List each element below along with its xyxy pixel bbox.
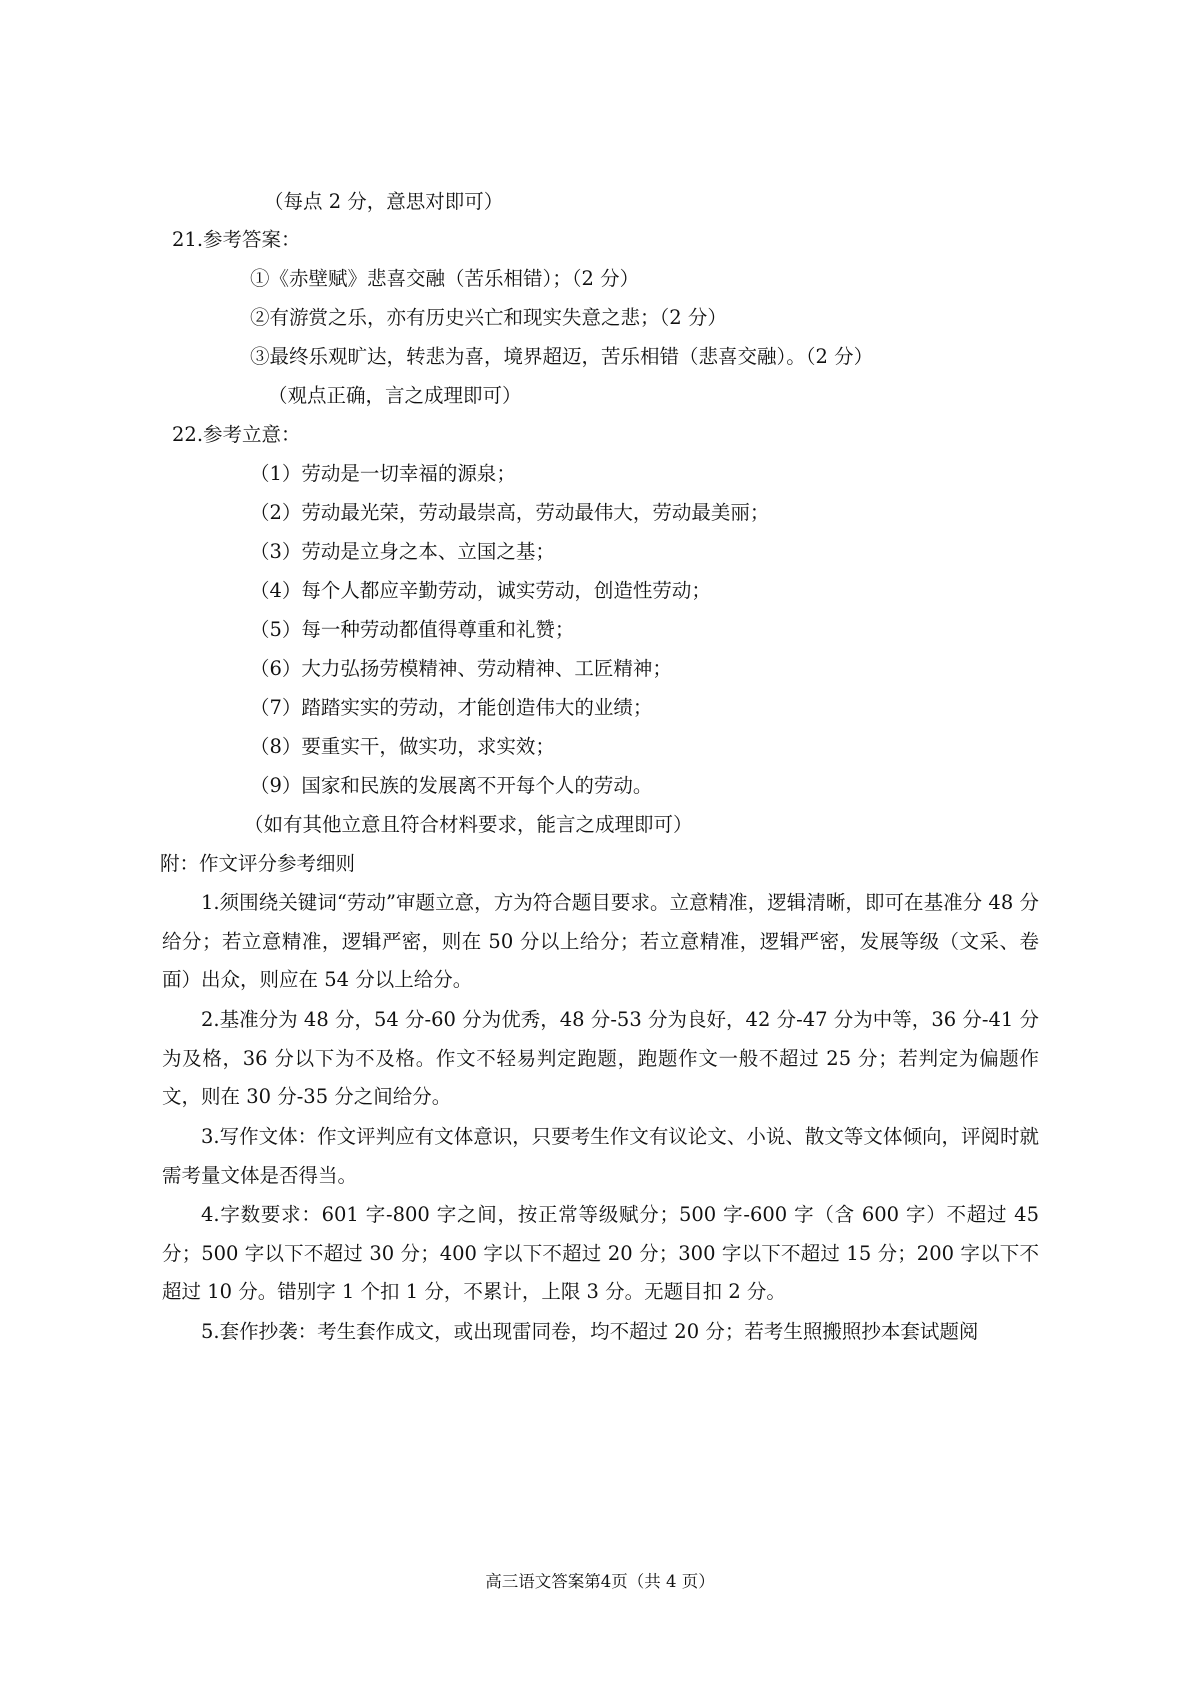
q22-theme-item: （3）劳动是立身之本、立国之基；: [250, 540, 555, 563]
q20-scoring-note: （每点 2 分，意思对即可）: [264, 190, 504, 213]
q21-heading: 21.参考答案：: [172, 228, 301, 251]
q22-theme-item: （2）劳动最光荣，劳动最崇高，劳动最伟大，劳动最美丽；: [250, 501, 770, 524]
q22-theme-item: （7）踏踏实实的劳动，才能创造伟大的业绩；: [250, 696, 653, 719]
q21-answer-item: ①《赤壁赋》悲喜交融（苦乐相错）；（2 分）: [250, 267, 640, 290]
q22-theme-item: （9）国家和民族的发展离不开每个人的劳动。: [250, 774, 653, 797]
scoring-rule-paragraph: 1.须围绕关键词“劳动”审题立意，方为符合题目要求。立意精准，逻辑清晰，即可在基准分 48 分给分；若立意精准，逻辑严密，则在 50 分以上给分；若立意精准，逻辑严密，发展等级（文采、卷面）出众，则应在 54 分以上给分。: [162, 891, 1039, 991]
q22-theme-item: （4）每个人都应辛勤劳动，诚实劳动，创造性劳动；: [250, 579, 711, 602]
q22-heading: 22.参考立意：: [172, 423, 301, 446]
q21-answer-item: ②有游赏之乐，亦有历史兴亡和现实失意之悲；（2 分）: [250, 306, 727, 329]
page-footer: 高三语文答案第4页（共 4 页）: [485, 1572, 715, 1591]
appendix-heading: 附：作文评分参考细则: [160, 852, 356, 875]
q22-theme-item: （8）要重实干，做实功，求实效；: [250, 735, 555, 758]
q22-theme-item: （1）劳动是一切幸福的源泉；: [250, 462, 516, 485]
q21-answer-item: ③最终乐观旷达，转悲为喜，境界超迈，苦乐相错（悲喜交融）。（2 分）: [250, 345, 874, 368]
q22-theme-item: （6）大力弘扬劳模精神、劳动精神、工匠精神；: [250, 657, 672, 680]
q22-scoring-note: （如有其他立意且符合材料要求，能言之成理即可）: [244, 813, 693, 836]
scoring-rule-paragraph: 3.写作文体：作文评判应有文体意识，只要考生作文有议论文、小说、散文等文体倾向，评阅时就需考量文体是否得当。: [162, 1125, 1039, 1187]
q21-scoring-note: （观点正确，言之成理即可）: [268, 384, 522, 407]
scoring-rule-paragraph: 4.字数要求：601 字-800 字之间，按正常等级赋分；500 字-600 字（含 600 字）不超过 45 分；500 字以下不超过 30 分；400 字以下不超过 20 分；300 字以下不超过 15 分；200 字以下不超过 10 分。错别字 1 个扣 1 分，不累计，上限 3 分。无题目扣 2 分。: [162, 1203, 1039, 1303]
q22-theme-item: （5）每一种劳动都值得尊重和礼赞；: [250, 618, 575, 641]
scoring-rule-paragraph: 5.套作抄袭：考生套作成文，或出现雷同卷，均不超过 20 分；若考生照搬照抄本套试题阅: [201, 1320, 979, 1343]
scoring-rule-paragraph: 2.基准分为 48 分，54 分-60 分为优秀，48 分-53 分为良好，42 分-47 分为中等，36 分-41 分为及格，36 分以下为不及格。作文不轻易判定跑题，跑题作文一般不超过 25 分；若判定为偏题作文，则在 30 分-35 分之间给分。: [162, 1008, 1039, 1108]
